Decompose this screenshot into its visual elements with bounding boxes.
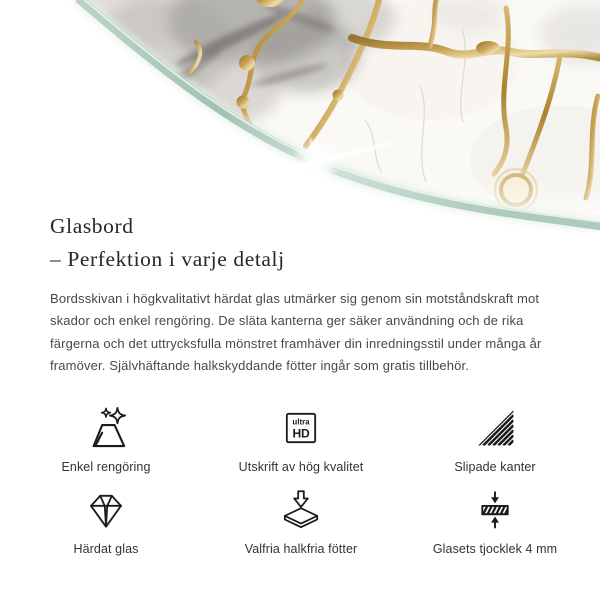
title-line-2: – Perfektion i varje detalj (50, 246, 285, 271)
title-line-1: Glasbord (50, 214, 134, 238)
feature-label: Utskrift av hög kvalitet (238, 460, 364, 474)
feature-glass-thickness (433, 488, 557, 556)
ultra-hd-icon (275, 406, 327, 448)
product-description: Bordsskivan i högkvalitativt härdat glas utmärker sig genom sin motståndskraft mot skador och enkel rengöring. De släta kanterna ger säker användning och de rika färgerna och det uttrycksfulla mönstret framhäver din inredningsstil under många år framöver. Självhäftande halkskyddande fötter ingår som gratis tillbehör. (50, 291, 542, 374)
feature-anti-slip-feet (245, 488, 358, 556)
product-photo (0, 0, 600, 232)
feature-polished-edges (454, 406, 535, 474)
sparkle-clean-icon (80, 406, 132, 448)
section-title (50, 210, 285, 275)
feature-tempered-glass (73, 488, 138, 556)
anti-slip-feet-icon (275, 488, 327, 530)
feature-label: Glasets tjocklek 4 mm (432, 542, 558, 556)
marble-surface (0, 0, 600, 232)
feature-label: Slipade kanter (454, 460, 536, 474)
feature-label: Härdat glas (73, 542, 139, 556)
feature-grid (0, 406, 600, 556)
feature-label: Enkel rengöring (61, 460, 151, 474)
svg-text:HD: HD (292, 426, 310, 441)
feature-print-quality (239, 406, 364, 474)
diamond-icon (80, 488, 132, 530)
glass-thickness-icon (469, 488, 521, 530)
glass-table-illustration (0, 0, 600, 232)
feature-easy-cleaning (61, 406, 150, 474)
feature-label: Valfria halkfria fötter (244, 542, 358, 556)
polished-edges-icon (469, 406, 521, 448)
svg-text:ultra: ultra (292, 417, 310, 427)
